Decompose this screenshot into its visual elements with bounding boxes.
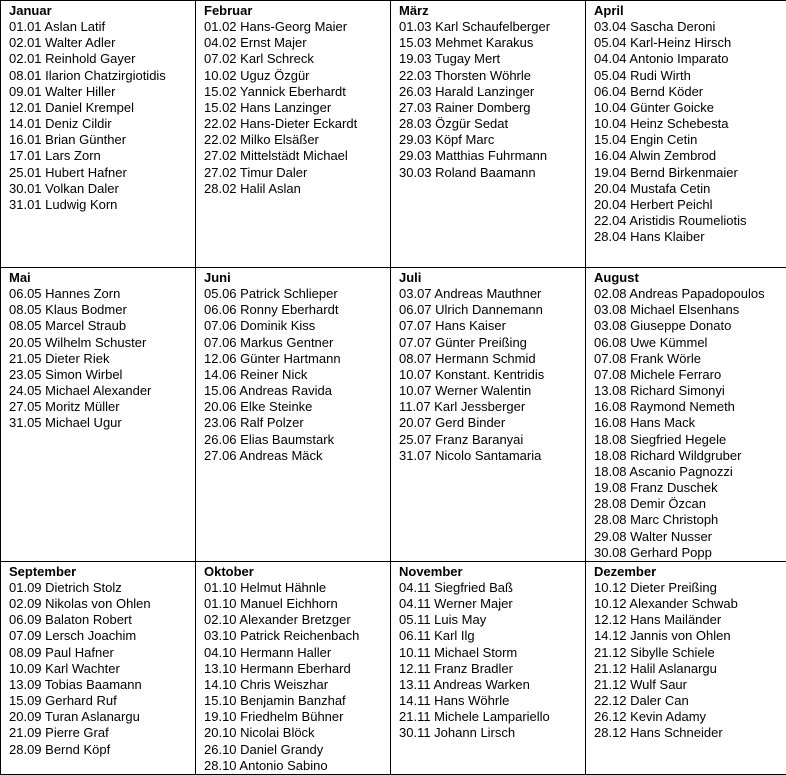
- birthday-entry: 26.10 Daniel Grandy: [204, 742, 390, 758]
- birthday-entry: 30.03 Roland Baamann: [399, 165, 585, 181]
- birthday-entry: 25.07 Franz Baranyai: [399, 432, 585, 448]
- birthday-entry: 04.11 Siegfried Baß: [399, 580, 585, 596]
- birthday-entry: 26.12 Kevin Adamy: [594, 709, 786, 725]
- birthday-entry: 03.08 Giuseppe Donato: [594, 318, 786, 334]
- birthday-entry: 31.07 Nicolo Santamaria: [399, 448, 585, 464]
- birthday-entry: 25.01 Hubert Hafner: [9, 165, 195, 181]
- birthday-entry: 05.04 Rudi Wirth: [594, 68, 786, 84]
- birthday-entry: 22.04 Aristidis Roumeliotis: [594, 213, 786, 229]
- month-cell: [391, 268, 586, 562]
- birthday-entry: 29.03 Matthias Fuhrmann: [399, 148, 585, 164]
- birthday-entry: 07.07 Günter Preißing: [399, 335, 585, 351]
- birthday-entry: 14.06 Reiner Nick: [204, 367, 390, 383]
- birthday-entry: 01.10 Manuel Eichhorn: [204, 596, 390, 612]
- birthday-entry: 04.10 Hermann Haller: [204, 645, 390, 661]
- birthday-entry: 14.12 Jannis von Ohlen: [594, 628, 786, 644]
- birthday-entry: 06.08 Uwe Kümmel: [594, 335, 786, 351]
- month-heading: Februar: [204, 3, 390, 19]
- birthday-entry: 15.09 Gerhard Ruf: [9, 693, 195, 709]
- birthday-entry: 15.04 Engin Cetin: [594, 132, 786, 148]
- birthday-entry: 08.05 Marcel Straub: [9, 318, 195, 334]
- birthday-entry: 30.11 Johann Lirsch: [399, 725, 585, 741]
- birthday-entry: 28.08 Demir Özcan: [594, 496, 786, 512]
- birthday-entry: 04.11 Werner Majer: [399, 596, 585, 612]
- birthday-entry: 10.12 Dieter Preißing: [594, 580, 786, 596]
- month-heading: Mai: [9, 270, 195, 286]
- birthday-entry: 27.06 Andreas Mäck: [204, 448, 390, 464]
- month-cell: [1, 1, 196, 268]
- birthday-entry: 13.09 Tobias Baamann: [9, 677, 195, 693]
- birthday-entry: 16.08 Raymond Nemeth: [594, 399, 786, 415]
- birthday-entry: 14.10 Chris Weiszhar: [204, 677, 390, 693]
- birthday-entry: 21.12 Wulf Saur: [594, 677, 786, 693]
- birthday-entry: 10.11 Michael Storm: [399, 645, 585, 661]
- birthday-entry: 20.10 Nicolai Blöck: [204, 725, 390, 741]
- birthday-entry: 07.06 Dominik Kiss: [204, 318, 390, 334]
- birthday-entry: 01.03 Karl Schaufelberger: [399, 19, 585, 35]
- birthday-entry: 21.09 Pierre Graf: [9, 725, 195, 741]
- birthday-entry: 11.07 Karl Jessberger: [399, 399, 585, 415]
- birthday-entry: 22.03 Thorsten Wöhrle: [399, 68, 585, 84]
- birthday-entry: 07.08 Michele Ferraro: [594, 367, 786, 383]
- birthday-entry: 28.09 Bernd Köpf: [9, 742, 195, 758]
- birthday-entry: 08.05 Klaus Bodmer: [9, 302, 195, 318]
- birthday-entry: 07.08 Frank Wörle: [594, 351, 786, 367]
- birthday-entry: 09.01 Walter Hiller: [9, 84, 195, 100]
- birthday-entry: 29.08 Walter Nusser: [594, 529, 786, 545]
- month-heading: August: [594, 270, 786, 286]
- birthday-entry: 10.04 Heinz Schebesta: [594, 116, 786, 132]
- month-cell: [586, 1, 786, 268]
- birthday-entry: 21.05 Dieter Riek: [9, 351, 195, 367]
- birthday-entry: 12.12 Hans Mailänder: [594, 612, 786, 628]
- birthday-entry: 31.05 Michael Ugur: [9, 415, 195, 431]
- month-cell: [1, 268, 196, 562]
- month-heading: November: [399, 564, 585, 580]
- birthday-entry: 27.03 Rainer Domberg: [399, 100, 585, 116]
- birthday-entry: 23.06 Ralf Polzer: [204, 415, 390, 431]
- birthday-entry: 26.03 Harald Lanzinger: [399, 84, 585, 100]
- birthday-entry: 07.02 Karl Schreck: [204, 51, 390, 67]
- birthday-entry: 19.10 Friedhelm Bühner: [204, 709, 390, 725]
- birthday-entry: 07.06 Markus Gentner: [204, 335, 390, 351]
- birthday-entry: 06.09 Balaton Robert: [9, 612, 195, 628]
- month-heading: Dezember: [594, 564, 786, 580]
- birthday-entry: 04.04 Antonio Imparato: [594, 51, 786, 67]
- birthday-entry: 02.01 Reinhold Gayer: [9, 51, 195, 67]
- birthday-entry: 26.06 Elias Baumstark: [204, 432, 390, 448]
- birthday-entry: 29.03 Köpf Marc: [399, 132, 585, 148]
- month-cell: [1, 561, 196, 774]
- birthday-entry: 27.05 Moritz Müller: [9, 399, 195, 415]
- birthday-entry: 08.07 Hermann Schmid: [399, 351, 585, 367]
- birthday-entry: 15.10 Benjamin Banzhaf: [204, 693, 390, 709]
- birthday-entry: 06.06 Ronny Eberhardt: [204, 302, 390, 318]
- birthday-entry: 21.12 Halil Aslanargu: [594, 661, 786, 677]
- birthday-entry: 20.04 Herbert Peichl: [594, 197, 786, 213]
- birthday-entry: 12.11 Franz Bradler: [399, 661, 585, 677]
- birthday-entry: 27.02 Timur Daler: [204, 165, 390, 181]
- birthday-entry: 21.12 Sibylle Schiele: [594, 645, 786, 661]
- birthday-entry: 28.10 Antonio Sabino: [204, 758, 390, 774]
- birthday-entry: 01.10 Helmut Hähnle: [204, 580, 390, 596]
- birthday-entry: 03.08 Michael Elsenhans: [594, 302, 786, 318]
- birthday-entry: 08.01 Ilarion Chatzirgiotidis: [9, 68, 195, 84]
- birthday-entry: 31.01 Ludwig Korn: [9, 197, 195, 213]
- birthday-entry: 01.02 Hans-Georg Maier: [204, 19, 390, 35]
- birthday-entry: 24.05 Michael Alexander: [9, 383, 195, 399]
- birthday-entry: 20.06 Elke Steinke: [204, 399, 390, 415]
- birthday-entry: 18.08 Richard Wildgruber: [594, 448, 786, 464]
- birthday-entry: 28.08 Marc Christoph: [594, 512, 786, 528]
- birthday-entry: 28.12 Hans Schneider: [594, 725, 786, 741]
- birthday-entry: 19.04 Bernd Birkenmaier: [594, 165, 786, 181]
- birthday-entry: 08.09 Paul Hafner: [9, 645, 195, 661]
- birthday-entry: 02.09 Nikolas von Ohlen: [9, 596, 195, 612]
- birthday-entry: 22.12 Daler Can: [594, 693, 786, 709]
- month-heading: Oktober: [204, 564, 390, 580]
- birthday-entry: 22.02 Hans-Dieter Eckardt: [204, 116, 390, 132]
- birthday-entry: 20.07 Gerd Binder: [399, 415, 585, 431]
- month-heading: Juli: [399, 270, 585, 286]
- birthday-entry: 28.04 Hans Klaiber: [594, 229, 786, 245]
- birthday-entry: 07.07 Hans Kaiser: [399, 318, 585, 334]
- birthday-entry: 12.06 Günter Hartmann: [204, 351, 390, 367]
- birthday-entry: 06.04 Bernd Köder: [594, 84, 786, 100]
- birthday-entry: 04.02 Ernst Majer: [204, 35, 390, 51]
- birthday-entry: 27.02 Mittelstädt Michael: [204, 148, 390, 164]
- month-heading: September: [9, 564, 195, 580]
- birthday-entry: 10.07 Konstant. Kentridis: [399, 367, 585, 383]
- birthday-entry: 05.06 Patrick Schlieper: [204, 286, 390, 302]
- birthday-entry: 17.01 Lars Zorn: [9, 148, 195, 164]
- birthday-entry: 12.01 Daniel Krempel: [9, 100, 195, 116]
- birthday-entry: 30.01 Volkan Daler: [9, 181, 195, 197]
- birthday-entry: 28.02 Halil Aslan: [204, 181, 390, 197]
- birthday-entry: 23.05 Simon Wirbel: [9, 367, 195, 383]
- month-heading: Januar: [9, 3, 195, 19]
- birthday-entry: 05.04 Karl-Heinz Hirsch: [594, 35, 786, 51]
- birthday-entry: 16.04 Alwin Zembrod: [594, 148, 786, 164]
- birthday-entry: 18.08 Ascanio Pagnozzi: [594, 464, 786, 480]
- birthday-entry: 02.08 Andreas Papadopoulos: [594, 286, 786, 302]
- month-cell: [391, 1, 586, 268]
- birthday-entry: 13.08 Richard Simonyi: [594, 383, 786, 399]
- birthday-entry: 10.12 Alexander Schwab: [594, 596, 786, 612]
- birthday-entry: 15.02 Yannick Eberhardt: [204, 84, 390, 100]
- month-cell: [196, 1, 391, 268]
- birthday-entry: 20.04 Mustafa Cetin: [594, 181, 786, 197]
- birthday-entry: 10.07 Werner Walentin: [399, 383, 585, 399]
- month-cell: [196, 561, 391, 774]
- birthday-entry: 01.01 Aslan Latif: [9, 19, 195, 35]
- birthday-entry: 20.05 Wilhelm Schuster: [9, 335, 195, 351]
- birthday-entry: 14.11 Hans Wöhrle: [399, 693, 585, 709]
- birthday-entry: 10.04 Günter Goicke: [594, 100, 786, 116]
- birthday-entry: 02.01 Walter Adler: [9, 35, 195, 51]
- birthday-entry: 13.11 Andreas Warken: [399, 677, 585, 693]
- birthday-entry: 19.08 Franz Duschek: [594, 480, 786, 496]
- birthday-entry: 15.03 Mehmet Karakus: [399, 35, 585, 51]
- birthday-entry: 03.04 Sascha Deroni: [594, 19, 786, 35]
- birthday-entry: 19.03 Tugay Mert: [399, 51, 585, 67]
- birthday-entry: 20.09 Turan Aslanargu: [9, 709, 195, 725]
- month-cell: [586, 561, 786, 774]
- birthday-entry: 03.10 Patrick Reichenbach: [204, 628, 390, 644]
- birthday-entry: 10.09 Karl Wachter: [9, 661, 195, 677]
- birthday-entry: 22.02 Milko Elsäßer: [204, 132, 390, 148]
- birthday-entry: 06.11 Karl Ilg: [399, 628, 585, 644]
- birthday-entry: 30.08 Gerhard Popp: [594, 545, 786, 561]
- month-heading: März: [399, 3, 585, 19]
- birthday-entry: 18.08 Siegfried Hegele: [594, 432, 786, 448]
- birthday-entry: 06.07 Ulrich Dannemann: [399, 302, 585, 318]
- month-cell: [586, 268, 786, 562]
- birthday-entry: 03.07 Andreas Mauthner: [399, 286, 585, 302]
- month-heading: Juni: [204, 270, 390, 286]
- month-cell: [391, 561, 586, 774]
- birthday-entry: 16.08 Hans Mack: [594, 415, 786, 431]
- birthday-entry: 10.02 Uguz Özgür: [204, 68, 390, 84]
- birthday-entry: 21.11 Michele Lampariello: [399, 709, 585, 725]
- month-cell: [196, 268, 391, 562]
- birthday-entry: 02.10 Alexander Bretzger: [204, 612, 390, 628]
- birthday-entry: 13.10 Hermann Eberhard: [204, 661, 390, 677]
- birthday-entry: 07.09 Lersch Joachim: [9, 628, 195, 644]
- birthday-entry: 28.03 Özgür Sedat: [399, 116, 585, 132]
- month-heading: April: [594, 3, 786, 19]
- birthday-entry: 05.11 Luis May: [399, 612, 585, 628]
- birthday-entry: 01.09 Dietrich Stolz: [9, 580, 195, 596]
- birthday-entry: 14.01 Deniz Cildir: [9, 116, 195, 132]
- birthday-entry: 15.02 Hans Lanzinger: [204, 100, 390, 116]
- birthday-entry: 06.05 Hannes Zorn: [9, 286, 195, 302]
- birthday-entry: 16.01 Brian Günther: [9, 132, 195, 148]
- birthday-entry: 15.06 Andreas Ravida: [204, 383, 390, 399]
